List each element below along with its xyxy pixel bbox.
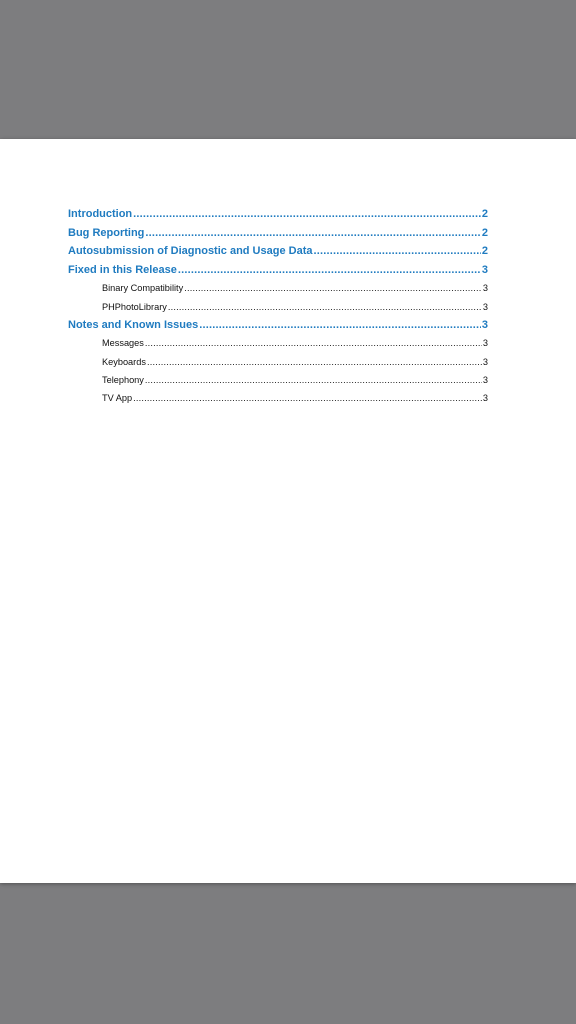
toc-entry-label: Autosubmission of Diagnostic and Usage Data: [68, 245, 313, 258]
toc-page-number: 2: [481, 208, 488, 220]
toc-entry-introduction[interactable]: [68, 205, 488, 224]
toc-entry-label: Fixed in this Release: [68, 263, 177, 276]
toc-page-number: 2: [481, 226, 488, 239]
toc-page-number: 3: [482, 374, 488, 385]
toc-entry-telephony[interactable]: [68, 371, 488, 389]
toc-page-number: 3: [482, 356, 488, 367]
toc-dot-leader: [147, 353, 482, 371]
toc-entry-tv-app[interactable]: [68, 389, 488, 407]
document-page: [0, 139, 576, 883]
toc-page-number: 2: [481, 245, 488, 258]
toc-page-number: 3: [482, 283, 488, 294]
toc-page-number: 3: [482, 338, 488, 349]
toc-page-number: 3: [482, 301, 488, 312]
toc-entry-label: Messages: [102, 338, 144, 349]
toc-entry-autosubmission[interactable]: [68, 242, 488, 261]
toc-entry-label: Keyboards: [102, 356, 146, 367]
toc-entry-label: PHPhotoLibrary: [102, 301, 167, 312]
toc-dot-leader: [145, 224, 480, 243]
toc-entry-label: TV App: [102, 392, 133, 403]
toc-dot-leader: [133, 205, 481, 224]
toc-dot-leader: [313, 242, 480, 261]
toc-dot-leader: [178, 261, 481, 280]
toc-entry-label: Telephony: [102, 374, 144, 385]
toc-dot-leader: [168, 298, 482, 316]
toc-dot-leader: [133, 389, 482, 407]
toc-entry-label: Introduction: [68, 208, 133, 220]
toc-entry-bug-reporting[interactable]: [68, 224, 488, 243]
toc-entry-label: Notes and Known Issues: [68, 318, 199, 331]
toc-entry-label: Binary Compatibility: [102, 283, 184, 294]
toc-entry-binary-compatibility[interactable]: [68, 279, 488, 297]
toc-entry-messages[interactable]: [68, 334, 488, 352]
toc-dot-leader: [184, 279, 482, 297]
toc-entry-phphotolibrary[interactable]: [68, 298, 488, 316]
toc-dot-leader: [145, 371, 482, 389]
toc-page-number: 3: [481, 263, 488, 276]
toc-entry-notes-and-known-issues[interactable]: [68, 316, 488, 335]
toc-page-number: 3: [482, 392, 488, 403]
toc-page-number: 3: [481, 318, 488, 331]
toc-dot-leader: [145, 334, 482, 352]
toc-entry-keyboards[interactable]: [68, 353, 488, 371]
toc-entry-label: Bug Reporting: [68, 226, 145, 239]
toc-entry-fixed-in-this-release[interactable]: [68, 261, 488, 280]
table-of-contents: [68, 205, 488, 407]
toc-dot-leader: [199, 316, 481, 335]
